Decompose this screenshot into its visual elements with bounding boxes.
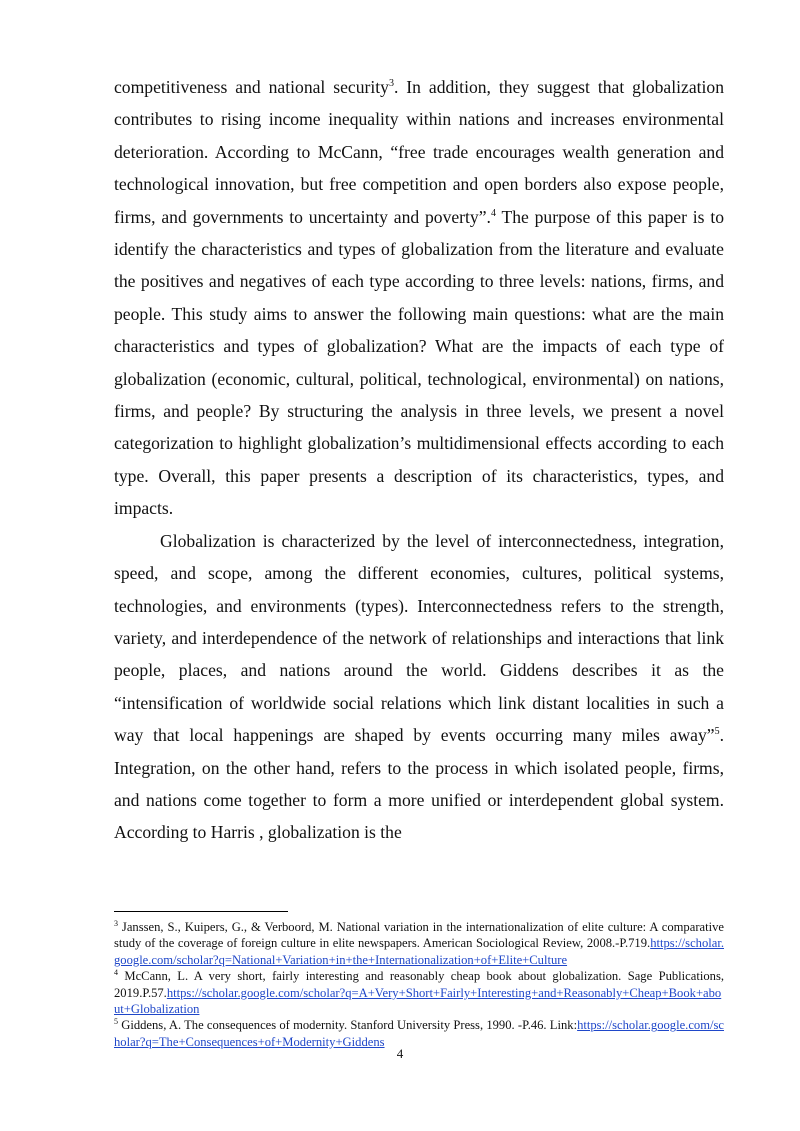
paragraph-1 — [114, 71, 724, 525]
footnote-text: Giddens, A. The consequences of modernity. Stanford University Press, 1990. -P.46. Link: — [118, 1018, 578, 1033]
footnote-link[interactable]: https://scholar.google.com/scholar?q=The+Consequences+of+Modernity+Giddens — [114, 1018, 724, 1049]
page-number: 4 — [396, 1046, 404, 1061]
footnote-ref-5[interactable]: 5 — [714, 726, 720, 738]
footnote-link[interactable]: https://scholar.google.com/scholar?q=National+Variation+in+the+Internationalization+of+Elite+Culture — [114, 936, 724, 967]
text-run: The purpose of this paper is to identify the characteristics and types of globalization from the literature and evaluate the positives and negatives of each type according to three levels: nations, firms, and people. This study aims to answer the following main questions: what are the main characteristics and types of globalization? What are the impacts of each type of globalization (economic, cultural, political, technological, environmental) on nations, firms, and people? By structuring the analysis in three levels, we present a novel categorization to highlight globalization’s multidimensional effects according to each type. Overall, this paper presents a description of its characteristics, types, and impacts. — [114, 206, 724, 519]
footnote-text: Janssen, S., Kuipers, G., & Verboord, M. National variation in the internationalization of elite culture: A comparative study of the coverage of foreign culture in elite newspapers. American Sociological Review, 2008.-P.719. — [114, 920, 724, 951]
footnote-separator — [114, 911, 288, 912]
text-run: . In addition, they suggest that globalization contributes to rising income inequality within nations and increases environmental deterioration. According to McCann, “free trade encourages wealth generation and technological innovation, but free competition and open borders also expose people, firms, and governments to uncertainty and poverty”. — [114, 77, 725, 227]
footnote-number: 3 — [114, 919, 118, 928]
footnote-number: 5 — [114, 1017, 118, 1027]
body-text — [114, 71, 724, 849]
footnote-ref-4[interactable]: 4 — [490, 207, 496, 219]
footnote-number: 4 — [114, 968, 118, 978]
footnote-text: McCann, L. A very short, fairly interesting and reasonably cheap book about globalization. Sage Publications, 2019.P.57. — [114, 969, 724, 1000]
paragraph-2 — [114, 525, 724, 849]
footnotes — [114, 919, 724, 1050]
text-run: competitiveness and national security — [114, 77, 389, 97]
text-run: . Integration, on the other hand, refers to the process in which isolated people, firms, and nations come together to form a more unified or interdependent global system. According to Harris , globalization is the — [114, 725, 724, 843]
text-run: Globalization is characterized by the level of interconnectedness, integration, speed, and scope, among the different economies, cultures, political systems, technologies, and environments (types). Interconnectedness refers to the strength, variety, and interdependence of the network of relationships and interactions that link people, places, and nations around the world. Giddens describes it as the “intensification of worldwide social relations which link distant localities in such a way that local happenings are shaped by events occurring many miles away” — [114, 530, 724, 746]
footnote-ref-3[interactable]: 3 — [388, 78, 394, 89]
footnote-4 — [114, 968, 724, 1017]
footnote-link[interactable]: https://scholar.google.com/scholar?q=A+Very+Short+Fairly+Interesting+and+Reasonably+Cheap+Book+about+Globalization — [114, 985, 722, 1017]
footnote-3 — [114, 919, 724, 968]
